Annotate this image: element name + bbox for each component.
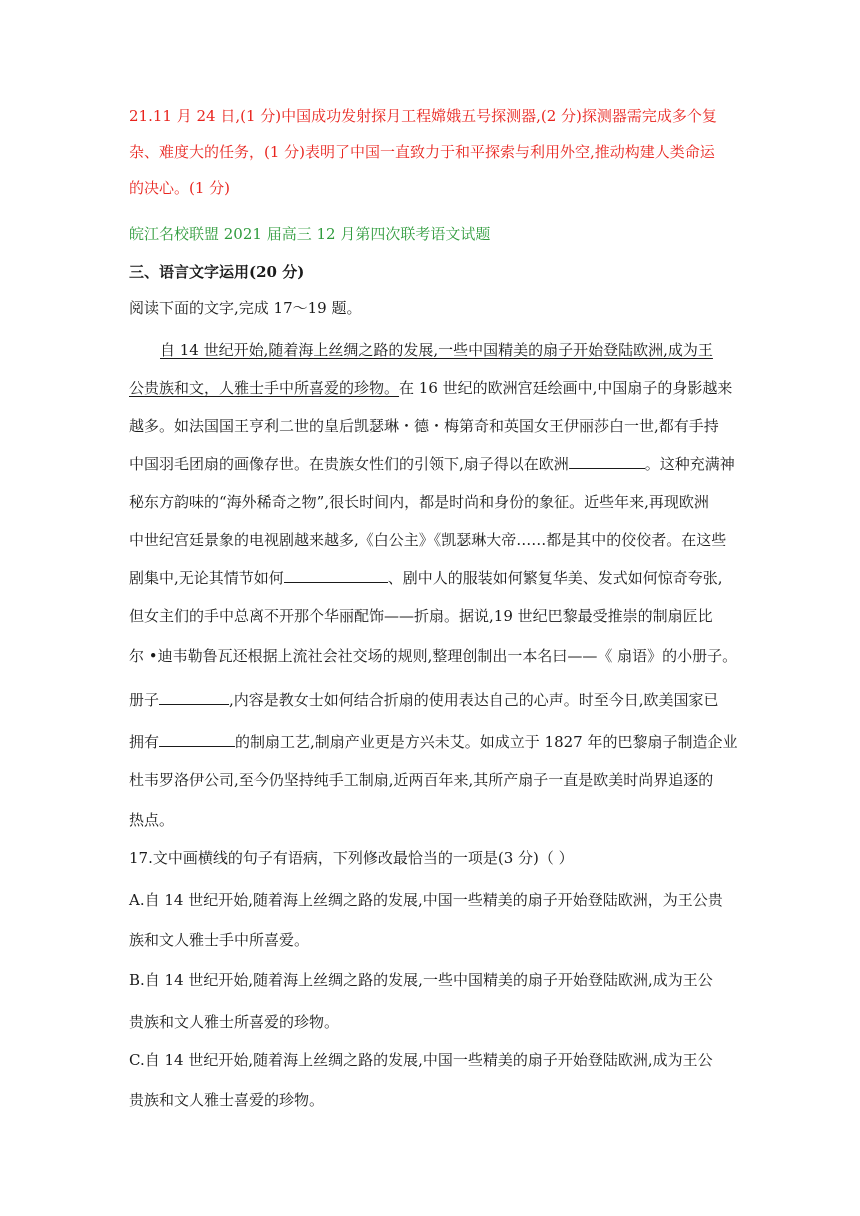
fill-blank-4 [159,732,235,747]
question-17-stem: 17.文中画横线的句子有语病，下列修改最恰当的一项是(3 分)（ ） [129,849,574,867]
passage-text: 拥有 [129,733,160,751]
passage-line-10 [129,690,719,710]
passage-text: 。这种充满神 [644,455,735,473]
answer-line-1: 21.11 月 24 日,(1 分)中国成功发射探月工程嫦娥五号探测器,(2 分)探测器需完成多个复 [129,107,717,125]
passage-text: 的制扇工艺,制扇产业更是方兴未艾。如成立于 1827 年的巴黎扇子制造企业 [235,733,738,751]
passage-text: 剧集中,无论其情节如何 [129,569,284,587]
passage-line-5: 秘东方韵味的“海外稀奇之物”,很长时间内，都是时尚和身份的象征。近些年来,再现欧洲 [129,493,709,511]
passage-line-8: 但女主们的手中总离不开那个华丽配饰——折扇。据说,19 世纪巴黎最受推崇的制扇匠比 [129,607,713,625]
answer-line-2: 杂、难度大的任务，(1 分)表明了中国一直致力于和平探索与利用外空,推动构建人类命运 [129,143,715,161]
passage-line-6: 中世纪宫廷景象的电视剧越来越多,《白公主》《凯瑟琳大帝……都是其中的佼佼者。在这些 [129,531,727,549]
fill-blank-1 [569,454,645,469]
option-b-line-2: 贵族和文人雅士所喜爱的珍物。 [129,1013,340,1031]
underlined-sentence-part-1: 自 14 世纪开始,随着海上丝绸之路的发展,一些中国精美的扇子开始登陆欧洲,成为王 [160,341,713,359]
passage-text: 在 16 世纪的欧洲宫廷绘画中,中国扇子的身影越来 [399,379,733,397]
passage-line-13: 热点。 [129,811,175,829]
passage-text: 、剧中人的服装如何繁复华美、发式如何惊奇夸张, [387,569,723,587]
instruction-text: 阅读下面的文字,完成 17～19 题。 [129,299,362,317]
passage-line-11 [129,732,738,752]
passage-line-3: 越多。如法国国王亨利二世的皇后凯瑟琳・德・梅第奇和英国女王伊丽莎白一世,都有手持 [129,417,719,435]
underlined-sentence-part-2: 公贵族和文，人雅士手中所喜爱的珍物。 [129,379,400,397]
fill-blank-3 [159,690,229,705]
fill-blank-2 [284,568,388,583]
passage-text: 中国羽毛团扇的画像存世。在贵族女性们的引领下,扇子得以在欧洲 [129,455,569,473]
passage-line-2 [129,378,732,398]
passage-line-1 [160,340,713,360]
option-b-line-1: B.自 14 世纪开始,随着海上丝绸之路的发展,一些中国精美的扇子开始登陆欧洲,成为王公 [129,971,713,989]
passage-line-9: 尔 •迪韦勒鲁瓦还根据上流社会社交场的规则,整理创制出一本名曰——《 扇语》的小册子。 [129,647,738,665]
section-heading: 三、语言文字运用(20 分) [129,263,305,281]
passage-text: 册子 [129,691,160,709]
option-c-line-2: 贵族和文人雅士喜爱的珍物。 [129,1091,325,1109]
passage-line-7 [129,568,723,588]
option-a-line-1: A.自 14 世纪开始,随着海上丝绸之路的发展,中国一些精美的扇子开始登陆欧洲，为王公贵 [129,891,723,909]
source-title: 皖江名校联盟 2021 届高三 12 月第四次联考语文试题 [129,225,491,243]
passage-line-12: 杜韦罗洛伊公司,至今仍坚持纯手工制扇,近两百年来,其所产扇子一直是欧美时尚界追逐的 [129,771,714,789]
option-a-line-2: 族和文人雅士手中所喜爱。 [129,931,310,949]
passage-text: ,内容是教女士如何结合折扇的使用表达自己的心声。时至今日,欧美国家已 [229,691,719,709]
passage-line-4 [129,454,735,474]
answer-line-3: 的决心。(1 分) [129,179,231,197]
option-c-line-1: C.自 14 世纪开始,随着海上丝绸之路的发展,中国一些精美的扇子开始登陆欧洲,成为王公 [129,1051,713,1069]
